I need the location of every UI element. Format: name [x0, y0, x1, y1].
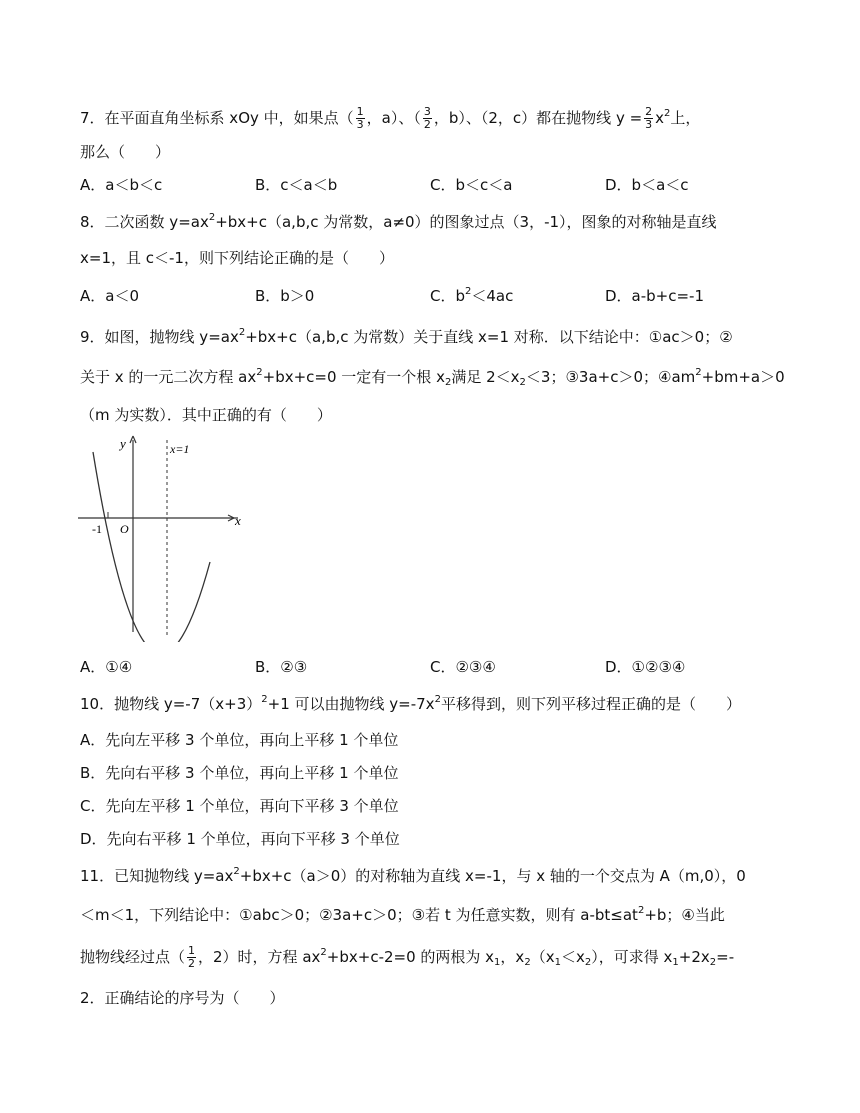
- q9-exponent-2: 2: [256, 367, 263, 378]
- q10-exponent-1: 2: [261, 694, 268, 705]
- q8-options: [80, 286, 780, 306]
- q11-exponent-3: 2: [320, 947, 327, 958]
- parabola-curve: [93, 452, 210, 642]
- q9-option-a[interactable]: A．①④: [80, 658, 133, 676]
- q11-text-i: （x: [530, 948, 555, 966]
- q7-fraction-1-den: 3: [356, 118, 364, 131]
- q8-option-a[interactable]: A．a＜0: [80, 287, 139, 305]
- q7-fraction-1-num: 1: [356, 105, 364, 118]
- q11-subscript-4: 2: [584, 957, 592, 968]
- q9-stem-line3: （m 为实数）．其中正确的有（ ）: [80, 406, 332, 424]
- tick-label-minus-one: -1: [92, 522, 102, 536]
- q11-subscript-2: 2: [524, 957, 531, 968]
- q7-exponent: 2: [664, 108, 671, 119]
- q9-subscript-2: 2: [519, 377, 526, 388]
- q11-fraction-den: 2: [188, 957, 196, 970]
- q11-stem-line2: [80, 905, 725, 925]
- q11-text-f: ，2）时，方程 ax: [198, 948, 321, 966]
- q8-stem-line1: [80, 212, 717, 232]
- q8-option-c-exponent: 2: [465, 286, 472, 297]
- q11-text-m: =-: [716, 948, 735, 966]
- q8-stem-line2: x=1，且 c＜-1，则下列结论正确的是（ ）: [80, 249, 394, 267]
- q11-fraction-num: 1: [188, 944, 196, 957]
- q11-text-a: 11．已知抛物线 y=ax: [80, 867, 234, 885]
- q7-fraction-3: [644, 106, 653, 131]
- q9-parabola-graph: [78, 432, 250, 642]
- q7-fraction-1: [356, 106, 365, 131]
- q10-text-b: +1 可以由抛物线 y=-7x: [267, 695, 435, 713]
- q10-text-c: 平移得到，则下列平移过程正确的是（ ）: [440, 695, 741, 713]
- q11-subscript-3: 1: [554, 957, 561, 968]
- q11-text-d: +b；④当此: [644, 906, 725, 924]
- q9-subscript-1: 2: [444, 377, 452, 388]
- q11-subscript-6: 2: [709, 957, 717, 968]
- q10-stem-line1: [80, 694, 741, 714]
- q8-text-b: +bx+c（a,b,c 为常数，a≠0）的图象过点（3，-1），图象的对称轴是直线: [215, 213, 717, 231]
- q7-text-b: ，a）、（: [366, 109, 421, 127]
- q9-stem-line1: [80, 327, 733, 347]
- q9-options: [80, 657, 780, 677]
- x-axis-label: x: [235, 513, 241, 528]
- q9-exponent-3: 2: [695, 367, 702, 378]
- symmetry-axis-label: x=1: [170, 442, 190, 456]
- q11-text-l: +2x: [678, 948, 710, 966]
- q8-option-d[interactable]: D．a-b+c=-1: [605, 287, 705, 305]
- q7-fraction-2-den: 2: [423, 118, 431, 131]
- q9-text-f: ＜3；③3a+c＞0；④am: [525, 368, 696, 386]
- q11-text-b: +bx+c（a＞0）的对称轴为直线 x=-1，与 x 轴的一个交点为 A（m,0），0: [239, 867, 746, 885]
- q8-option-c-b: ＜4ac: [471, 287, 514, 305]
- q7-fraction-3-num: 2: [645, 105, 653, 118]
- q7-stem-line2: 那么（ ）: [80, 143, 171, 161]
- q9-text-e: 满足 2＜x: [451, 368, 520, 386]
- q7-fraction-2-num: 3: [423, 105, 431, 118]
- q8-option-c[interactable]: [430, 286, 513, 306]
- q11-exponent-1: 2: [233, 866, 240, 877]
- q11-text-k: ），可求得 x: [591, 948, 673, 966]
- q9-exponent-1: 2: [238, 327, 246, 338]
- q8-exponent: 2: [208, 212, 216, 223]
- q7-text-a: 7．在平面直角坐标系 xOy 中，如果点（: [80, 109, 354, 127]
- q10-text-a: 10．抛物线 y=-7（x+3）: [80, 695, 262, 713]
- q11-text-c: ＜m＜1，下列结论中：①abc＞0；②3a+c＞0；③若 t 为任意实数，则有 a-bt≤at: [80, 906, 638, 924]
- q7-text-d: x: [655, 109, 665, 127]
- q10-option-a[interactable]: A．先向左平移 3 个单位，再向上平移 1 个单位: [80, 731, 399, 749]
- q7-fraction-2: [423, 106, 432, 131]
- q7-text-c: ，b）、（2，c）都在抛物线 y =: [433, 109, 643, 127]
- q10-option-d[interactable]: D．先向右平移 1 个单位，再向下平移 3 个单位: [80, 830, 400, 848]
- q11-fraction: [187, 945, 196, 970]
- q10-exponent-2: 2: [434, 694, 441, 705]
- q11-subscript-1: 1: [494, 957, 501, 968]
- q9-text-g: +bm+a＞0: [701, 368, 785, 386]
- q7-option-a[interactable]: A．a＜b＜c: [80, 176, 163, 194]
- q9-text-d: +bx+c=0 一定有一个根 x: [262, 368, 445, 386]
- q9-text-a: 9．如图，抛物线 y=ax: [80, 328, 239, 346]
- q8-option-b[interactable]: B．b＞0: [255, 287, 315, 305]
- q9-option-c[interactable]: C．②③④: [430, 658, 496, 676]
- q11-text-e: 抛物线经过点（: [80, 948, 186, 966]
- q7-text-e: 上，: [670, 109, 701, 127]
- y-axis-label: y: [120, 436, 126, 451]
- q11-text-h: ，x: [500, 948, 525, 966]
- q9-option-d[interactable]: D．①②③④: [605, 658, 686, 676]
- q11-stem-line1: [80, 866, 746, 886]
- q10-option-c[interactable]: C．先向左平移 1 个单位，再向下平移 3 个单位: [80, 797, 399, 815]
- q11-text-g: +bx+c-2=0 的两根为 x: [326, 948, 495, 966]
- q9-stem-line2: [80, 367, 785, 387]
- q7-option-c[interactable]: C．b＜c＜a: [430, 176, 513, 194]
- q7-options: [80, 175, 780, 195]
- q8-text-a: 8．二次函数 y=ax: [80, 213, 209, 231]
- q11-stem-line3: [80, 945, 734, 970]
- q10-option-b[interactable]: B．先向右平移 3 个单位，再向上平移 1 个单位: [80, 764, 399, 782]
- q11-exponent-2: 2: [637, 905, 645, 916]
- q11-stem-line4: 2．正确结论的序号为（ ）: [80, 989, 285, 1007]
- q7-option-d[interactable]: D．b＜a＜c: [605, 176, 689, 194]
- q7-stem-line1: [80, 106, 700, 131]
- q9-text-c: 关于 x 的一元二次方程 ax: [80, 368, 257, 386]
- q7-option-b[interactable]: B．c＜a＜b: [255, 176, 338, 194]
- q7-fraction-3-den: 3: [645, 118, 653, 131]
- q8-option-c-a: C．b: [430, 287, 465, 305]
- q11-subscript-5: 1: [672, 957, 679, 968]
- q9-option-b[interactable]: B．②③: [255, 658, 308, 676]
- q9-text-b: +bx+c（a,b,c 为常数）关于直线 x=1 对称．以下结论中：①ac＞0；②: [245, 328, 733, 346]
- q11-text-j: ＜x: [560, 948, 585, 966]
- origin-label: O: [120, 522, 129, 536]
